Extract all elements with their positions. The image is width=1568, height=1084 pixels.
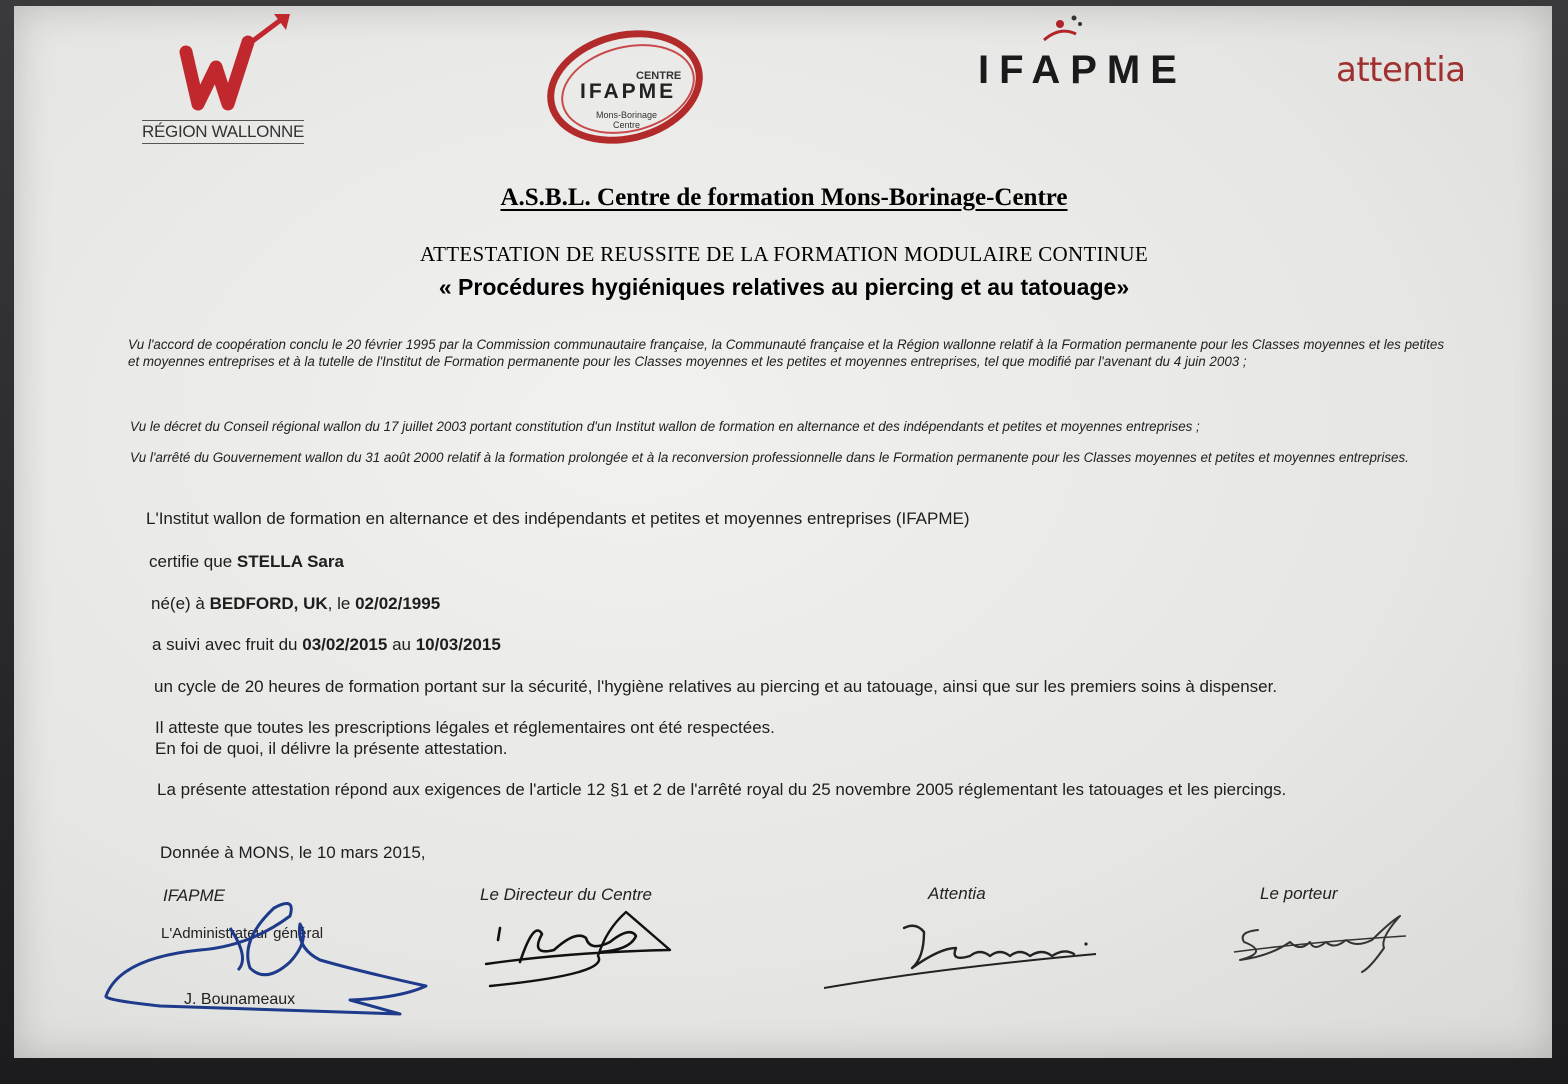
certifies-prefix: certifie que [149,552,237,571]
date-to: 10/03/2015 [415,635,501,654]
attestation-title: ATTESTATION DE REUSSITE DE LA FORMATION MODULAIRE CONTINUE [420,242,1148,266]
period-line [152,635,501,655]
sign-bearer-label: Le porteur [1260,884,1338,903]
logo-centre-subtitle [596,110,657,130]
compliance-line: La présente attestation répond aux exigences de l'article 12 §1 et 2 de l'arrêté royal du 25 novembre 2005 réglementant les tatouages et les piercings. [157,780,1287,799]
birthplace: BEDFORD, UK [209,594,328,613]
period-prefix: a suivi avec fruit du [152,635,303,654]
attentia-signature [820,914,1110,994]
ifapme-wordmark: IFAPME [978,48,1187,92]
logo-centre-sub1: Mons-Borinage [596,110,658,120]
holder-name: STELLA Sara [236,552,344,571]
region-wallonne-logo [142,12,312,144]
ifapme-figure-icon [1030,14,1090,54]
delivers-line: En foi de quoi, il délivre la présente attestation. [155,739,508,758]
certifies-line [149,552,344,572]
wallonie-w-icon [176,12,306,112]
birth-mid: , le [327,594,356,613]
date-from: 03/02/2015 [302,635,388,654]
legal-clause-2: Vu le décret du Conseil régional wallon du 17 juillet 2003 portant constitution d'un Institut wallon de formation en alternance et des indépendants et petites et moyennes entreprises ; [130,419,1200,434]
institute-line: L'Institut wallon de formation en alternance et des indépendants et petites et moyennes entreprises (IFAPME) [146,509,970,528]
birth-prefix: né(e) à [151,594,210,613]
admin-title: L'Administrateur général [161,925,324,942]
admin-name: J. Bounameaux [184,991,296,1008]
ifapme-logo [978,18,1187,93]
sign-ifapme-label: IFAPME [163,886,226,905]
legal-clause-3: Vu l'arrêté du Gouvernement wallon du 31 août 2000 relatif à la formation prolongée et à la reconversion professionnelle dans le Formation permanente pour les Classes moyennes et petites et moyennes entreprises. [130,450,1409,465]
logo-centre-sub2: Centre [613,120,641,130]
attentia-logo: attentia [1336,50,1466,90]
sign-director-label: Le Directeur du Centre [480,885,652,904]
legal-clause-1: Vu l'accord de coopération conclu le 20 février 1995 par la Commission communautaire française, la Communauté française et la Région wallonne relatif à la Formation permanente pour les Classes moyennes et les petites et moyennes entreprises et à la tutelle de l'Institut de Formation permanente pour les Classes moyennes et les petites et moyennes entreprises, tel que modifié par l'avenant du 4 juin 2003 ; [128,337,1445,369]
admin-signature [100,888,440,1024]
region-wallonne-text: RÉGION WALLONNE [142,120,304,144]
organization-title [0,184,1568,212]
course-title: « Procédures hygiéniques relatives au piercing et au tatouage» [438,274,1130,300]
logo-centre-ifapme: IFAPME [580,80,677,103]
organization-title-text: A.S.B.L. Centre de formation Mons-Borinage-Centre [500,184,1068,211]
sign-attentia-label: Attentia [928,884,986,903]
period-mid: au [387,635,416,654]
ifapme-centre-logo [540,20,720,160]
birth-line [151,594,440,614]
bearer-signature [1230,912,1410,982]
director-signature [480,890,680,990]
cycle-line: un cycle de 20 heures de formation portant sur la sécurité, l'hygiène relatives au piercing et au tatouage, ainsi que sur les premiers soins à dispenser. [154,677,1278,696]
given-at-line: Donnée à MONS, le 10 mars 2015, [160,843,426,862]
attests-line: Il atteste que toutes les prescriptions légales et réglementaires ont été respectées. [155,718,775,737]
logo-centre-label: CENTRE [636,70,682,82]
birthdate: 02/02/1995 [355,594,441,613]
